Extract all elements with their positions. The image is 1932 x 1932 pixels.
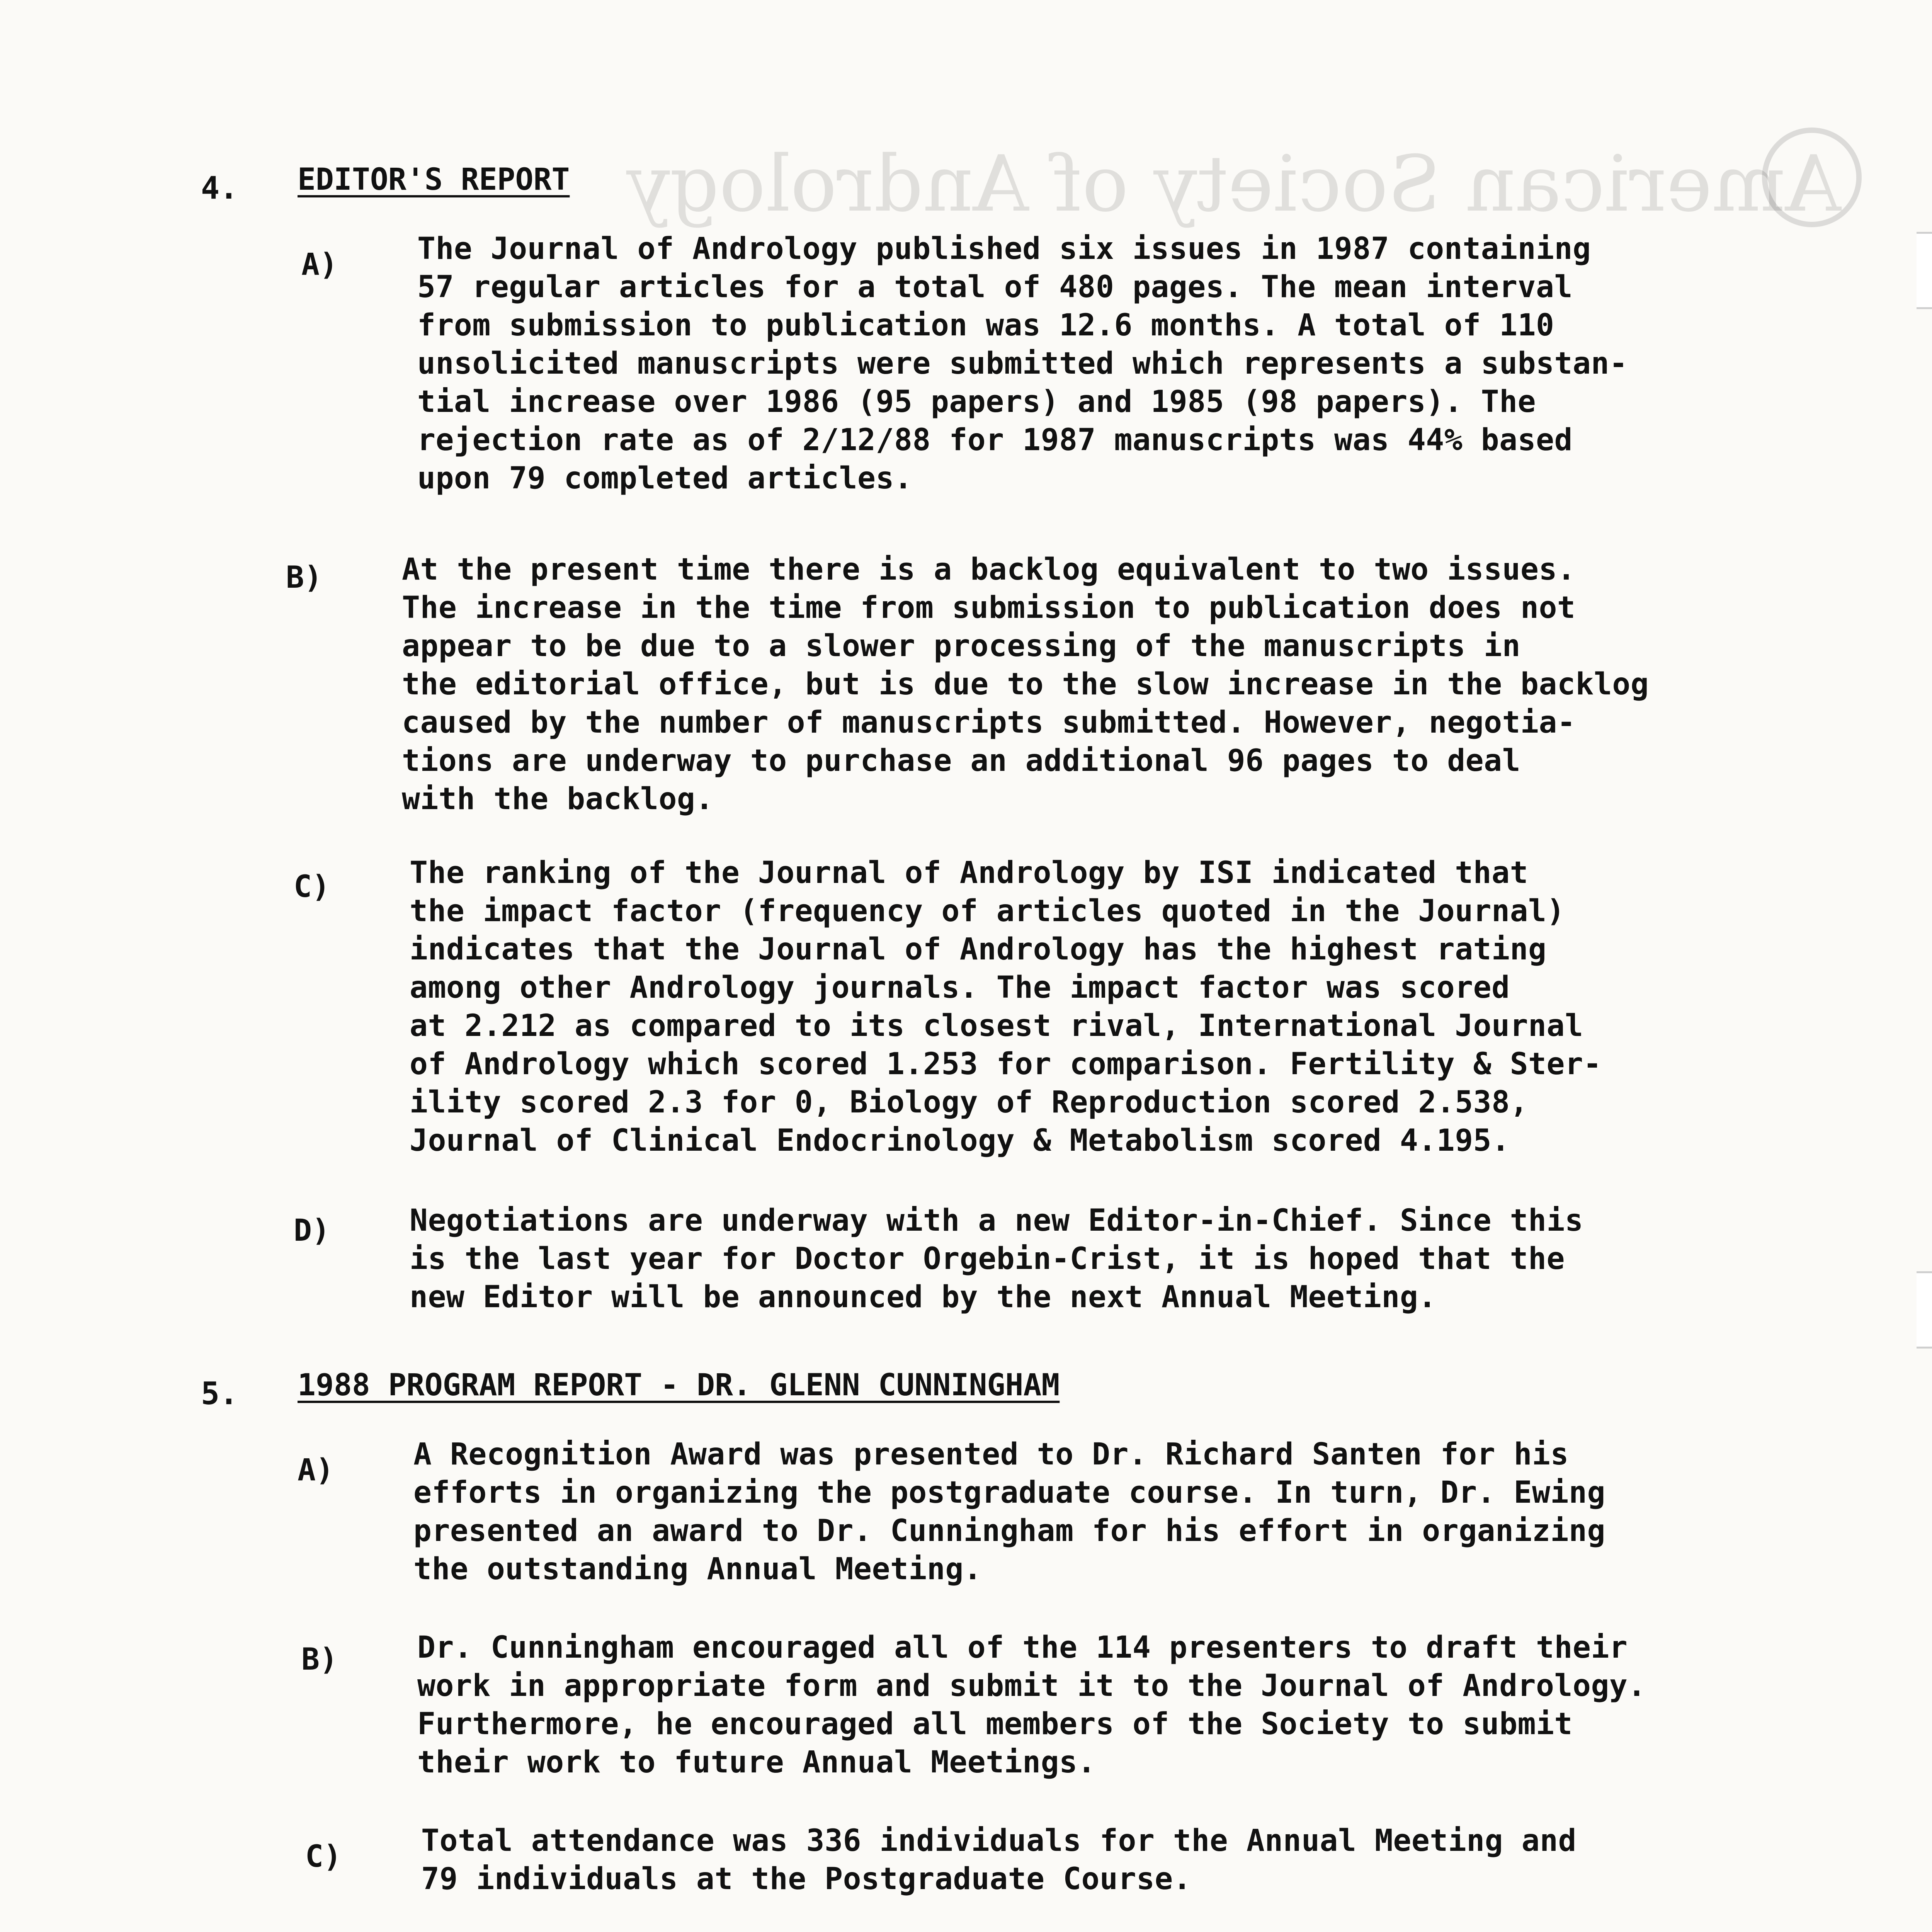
binder-hole-icon: [1917, 1271, 1932, 1349]
item-label: A): [298, 1453, 334, 1488]
section-title: EDITOR'S REPORT: [298, 162, 570, 197]
binder-hole-icon: [1917, 232, 1932, 309]
item-text: Total attendance was 336 individuals for the Annual Meeting and 79 individuals at the Postgraduate Course.: [421, 1823, 1577, 1896]
item-text: Dr. Cunningham encouraged all of the 114 presenters to draft their work in appropriate form and submit it to the Journal of Andrology. Furthermore, he encouraged all members of the Society to submit their work to future Annual Meetings.: [417, 1630, 1646, 1780]
item-label: A): [301, 247, 338, 282]
section-title: 1988 PROGRAM REPORT - DR. GLENN CUNNINGHAM: [298, 1368, 1060, 1403]
item-label: B): [301, 1642, 338, 1677]
item-text: At the present time there is a backlog equivalent to two issues. The increase in the time from submission to publication does not appear to be due to a slower processing of the manuscripts in the editorial office, but is due to the slow increase in the backlog caused by the number of manuscripts submitted. However, negotia- tions are underway to purchase an additional 96 pages to deal with the backlog.: [402, 552, 1649, 816]
item-text: The ranking of the Journal of Andrology by ISI indicated that the impact factor (frequency of articles quoted in the Journal) indicates that the Journal of Andrology has the highest rating among other Andrology journals. The impact factor was scored at 2.212 as compared to its closest rival, International Journal of Andrology which scored 1.253 for comparison. Fertility & Ster- ility scored 2.3 for 0, Biology of Reproduction scored 2.538, Journal of Clinical Endocrinology & Metabolism scored 4.195.: [410, 855, 1602, 1158]
letterhead-bleedthrough: American Society of Andrology: [626, 139, 1842, 229]
section-number: 5.: [201, 1376, 238, 1412]
society-seal-icon: [1762, 128, 1862, 227]
item-label: B): [286, 560, 322, 595]
item-text: The Journal of Andrology published six issues in 1987 containing 57 regular articles for a total of 480 pages. The mean interval from submission to publication was 12.6 months. A total of 110 unsolicited manuscripts were submitted which represents a substan- tial increase over 1986 (95 papers) and 1985 (98 papers). The rejection rate as of 2/12/88 for 1987 manuscripts was 44% based upon 79 completed articles.: [417, 231, 1628, 496]
item-text: A Recognition Award was presented to Dr. Richard Santen for his efforts in organizing the postgraduate course. In turn, Dr. Ewing presented an award to Dr. Cunningham for his effort in organizing the outstanding Annual Meeting.: [413, 1437, 1605, 1587]
item-label: D): [294, 1213, 330, 1248]
item-label: C): [294, 869, 330, 904]
item-text: Negotiations are underway with a new Editor-in-Chief. Since this is the last year for Doctor Orgebin-Crist, it is hoped that the new Editor will be announced by the next Annual Meeting.: [410, 1203, 1583, 1315]
section-number: 4.: [201, 170, 238, 206]
item-label: C): [305, 1839, 342, 1874]
